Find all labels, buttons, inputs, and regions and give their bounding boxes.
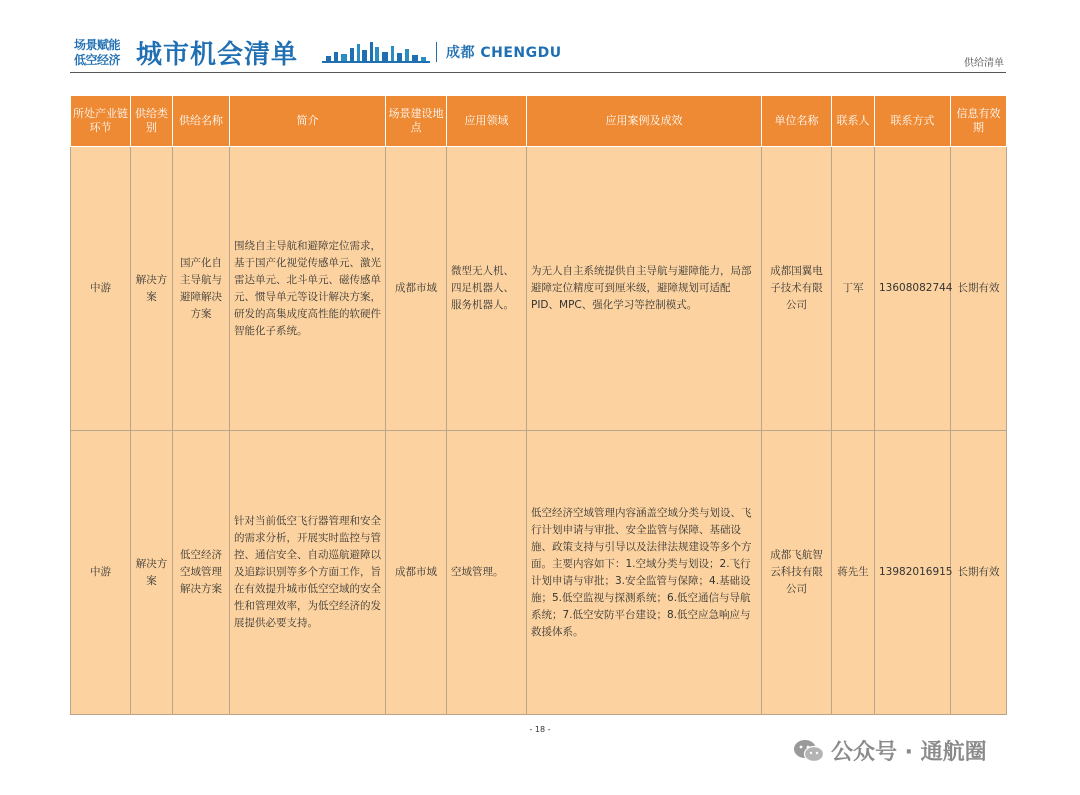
- brand-line-2: 低空经济: [74, 53, 121, 67]
- cell-chain: 中游: [71, 147, 131, 431]
- cell-location: 成都市域: [386, 431, 447, 715]
- column-header: 联系方式: [875, 96, 951, 147]
- table-header-row: [71, 96, 1007, 147]
- watermark-text: 公众号 · 通航圈: [831, 740, 987, 765]
- cell-contact: 蒋先生: [832, 431, 875, 715]
- column-header: 所处产业链环节: [71, 96, 131, 147]
- cell-phone: 13982016915: [875, 431, 951, 715]
- city-name: 成都 CHENGDU: [446, 45, 562, 61]
- watermark: [793, 735, 987, 766]
- header-divider: [436, 42, 437, 62]
- cell-category: 解决方案: [131, 147, 173, 431]
- column-header: 信息有效期: [951, 96, 1007, 147]
- cell-location: 成都市域: [386, 147, 447, 431]
- cell-chain: 中游: [71, 431, 131, 715]
- cell-intro: 围绕自主导航和避障定位需求，基于国产化视觉传感单元、激光雷达单元、北斗单元、磁传感单元、惯导单元等设计解决方案，研发的高集成度高性能的软硬件智能化子系统。: [230, 147, 386, 431]
- city-skyline-icon: [322, 40, 430, 64]
- column-header: 应用领域: [447, 96, 527, 147]
- column-header: 简介: [230, 96, 386, 147]
- column-header: 单位名称: [762, 96, 832, 147]
- cell-case: 低空经济空域管理内容涵盖空域分类与划设、飞行计划申请与审批、安全监管与保障、基础设施、政策支持与引导以及法律法规建设等多个方面。主要内容如下：1.空域分类与划设；2.飞行计划申请与审批；3.安全监管与保障；4.基础设施；5.低空监视与探测系统；6.低空通信与导航系统；7.低空安防平台建设；8.低空应急响应与救援体系。: [527, 431, 762, 715]
- cell-phone: 13608082744: [875, 147, 951, 431]
- cell-field: 微型无人机、四足机器人、服务机器人。: [447, 147, 527, 431]
- section-label: 供给清单: [964, 58, 1004, 69]
- brand-line-1: 场景赋能: [74, 38, 121, 52]
- cell-name: 国产化自主导航与避障解决方案: [173, 147, 230, 431]
- wechat-icon: [793, 738, 825, 764]
- document-title: 城市机会清单: [136, 40, 299, 70]
- column-header: 供给类别: [131, 96, 173, 147]
- cell-category: 解决方案: [131, 431, 173, 715]
- table-row: [71, 147, 1007, 431]
- cell-name: 低空经济空域管理解决方案: [173, 431, 230, 715]
- page-number: - 18 -: [529, 725, 551, 734]
- supply-table: [70, 95, 1007, 715]
- cell-company: 成都飞航智云科技有限公司: [762, 431, 832, 715]
- table-row: [71, 431, 1007, 715]
- cell-validity: 长期有效: [951, 431, 1007, 715]
- column-header: 联系人: [832, 96, 875, 147]
- column-header: 供给名称: [173, 96, 230, 147]
- page-header: [70, 36, 1006, 73]
- cell-intro: 针对当前低空飞行器管理和安全的需求分析，开展实时监控与管控、通信安全、自动巡航避障以及追踪识别等多个方面工作，旨在有效提升城市低空空域的安全性和管理效率，为低空经济的发展提供必要支持。: [230, 431, 386, 715]
- cell-field: 空域管理。: [447, 431, 527, 715]
- cell-company: 成都国翼电子技术有限公司: [762, 147, 832, 431]
- cell-validity: 长期有效: [951, 147, 1007, 431]
- cell-contact: 丁军: [832, 147, 875, 431]
- column-header: 场景建设地点: [386, 96, 447, 147]
- cell-case: 为无人自主系统提供自主导航与避障能力，局部避障定位精度可到厘米级，避障规划可适配PID、MPC、强化学习等控制模式。: [527, 147, 762, 431]
- column-header: 应用案例及成效: [527, 96, 762, 147]
- brand-tagline: [74, 38, 130, 68]
